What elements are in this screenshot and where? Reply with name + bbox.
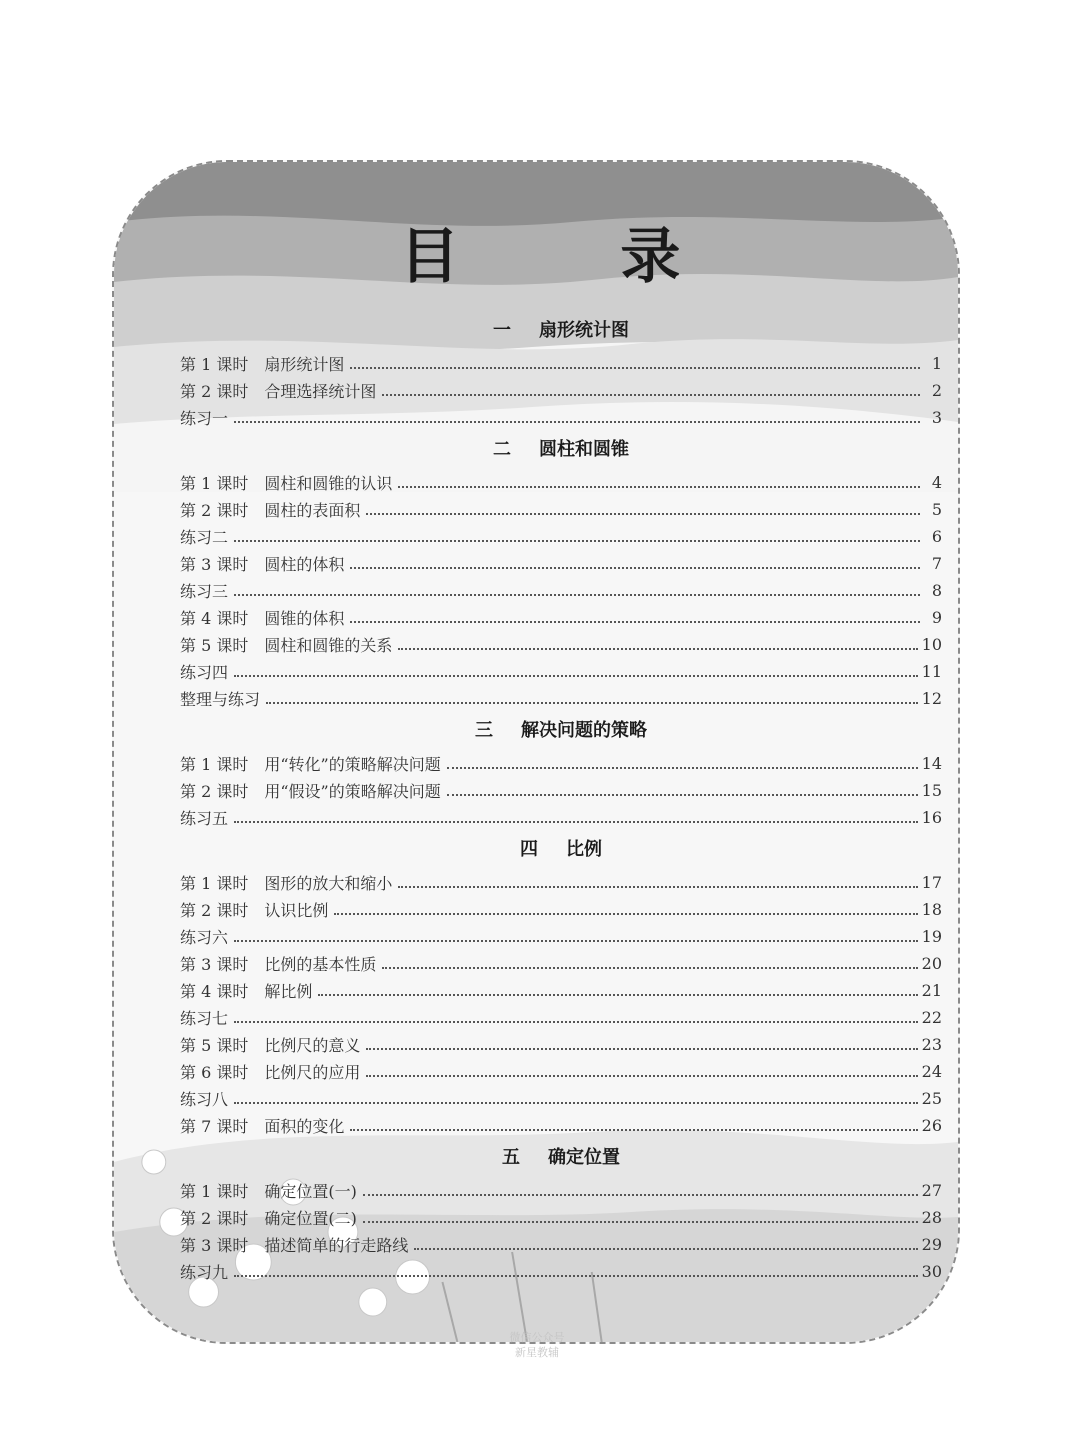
toc-entry[interactable] bbox=[180, 1058, 942, 1085]
toc-entry[interactable] bbox=[180, 404, 942, 431]
toc-entry[interactable] bbox=[180, 777, 942, 804]
dot-leader bbox=[318, 994, 917, 996]
dot-leader bbox=[234, 821, 918, 823]
toc-entry[interactable] bbox=[180, 1004, 942, 1031]
toc-entry-label: 练习六 bbox=[180, 928, 229, 947]
toc-entry-label: 练习七 bbox=[180, 1009, 229, 1028]
table-of-contents bbox=[180, 312, 942, 1285]
toc-entry-label: 第 5 课时 圆柱和圆锥的关系 bbox=[180, 636, 393, 655]
toc-entry-page: 5 bbox=[931, 500, 942, 519]
toc-entry-label: 练习二 bbox=[180, 528, 229, 547]
watermark-line-2: 新星教辅 bbox=[515, 1346, 559, 1359]
toc-entry-page: 28 bbox=[921, 1208, 942, 1227]
toc-entry-label: 第 3 课时 描述简单的行走路线 bbox=[180, 1236, 409, 1255]
dot-leader bbox=[350, 367, 920, 369]
toc-entry-label: 第 4 课时 圆锥的体积 bbox=[180, 609, 345, 628]
toc-entry-page: 27 bbox=[921, 1181, 942, 1200]
toc-entry-page: 18 bbox=[921, 900, 942, 919]
section-heading bbox=[180, 431, 942, 469]
toc-entry-page: 7 bbox=[931, 554, 942, 573]
section-title: 解决问题的策略 bbox=[521, 720, 647, 741]
toc-entry-label: 第 5 课时 比例尺的意义 bbox=[180, 1036, 361, 1055]
dot-leader bbox=[350, 567, 920, 569]
toc-entry-label: 第 2 课时 确定位置(二) bbox=[180, 1209, 357, 1228]
dot-leader bbox=[366, 1048, 917, 1050]
toc-entry[interactable] bbox=[180, 604, 942, 631]
toc-entry-page: 22 bbox=[921, 1008, 942, 1027]
toc-entry-label: 整理与练习 bbox=[180, 690, 261, 709]
toc-entry[interactable] bbox=[180, 923, 942, 950]
dot-leader bbox=[382, 967, 917, 969]
section-title: 圆柱和圆锥 bbox=[539, 439, 629, 460]
toc-entry-page: 3 bbox=[931, 408, 942, 427]
section-title: 比例 bbox=[566, 839, 602, 860]
section-number: 一 bbox=[493, 320, 511, 341]
toc-entry-label: 练习八 bbox=[180, 1090, 229, 1109]
dot-leader bbox=[234, 1102, 918, 1104]
toc-entry-page: 11 bbox=[921, 662, 942, 681]
dot-leader bbox=[414, 1248, 917, 1250]
dot-leader bbox=[234, 421, 920, 423]
dot-leader bbox=[234, 1021, 918, 1023]
section-heading bbox=[180, 312, 942, 350]
dot-leader bbox=[363, 1221, 918, 1223]
dot-leader bbox=[234, 594, 920, 596]
dot-leader bbox=[382, 394, 920, 396]
dot-leader bbox=[234, 1275, 918, 1277]
dot-leader bbox=[266, 702, 918, 704]
toc-entry[interactable] bbox=[180, 550, 942, 577]
toc-entry-label: 第 3 课时 比例的基本性质 bbox=[180, 955, 377, 974]
dot-leader bbox=[366, 1075, 917, 1077]
toc-entry[interactable] bbox=[180, 804, 942, 831]
toc-entry[interactable] bbox=[180, 1231, 942, 1258]
toc-entry-page: 21 bbox=[921, 981, 942, 1000]
toc-entry-label: 第 2 课时 合理选择统计图 bbox=[180, 382, 377, 401]
toc-entry-label: 练习一 bbox=[180, 409, 229, 428]
toc-entry[interactable] bbox=[180, 658, 942, 685]
toc-entry-label: 第 6 课时 比例尺的应用 bbox=[180, 1063, 361, 1082]
toc-entry-label: 第 1 课时 圆柱和圆锥的认识 bbox=[180, 474, 393, 493]
toc-entry[interactable] bbox=[180, 896, 942, 923]
section-number: 二 bbox=[493, 439, 511, 460]
dot-leader bbox=[234, 675, 918, 677]
dot-leader bbox=[447, 794, 918, 796]
dot-leader bbox=[366, 513, 920, 515]
toc-entry-page: 29 bbox=[921, 1235, 942, 1254]
dot-leader bbox=[234, 540, 920, 542]
toc-entry-label: 练习三 bbox=[180, 582, 229, 601]
section-title: 扇形统计图 bbox=[539, 320, 629, 341]
toc-entry-page: 2 bbox=[931, 381, 942, 400]
toc-entry[interactable] bbox=[180, 1204, 942, 1231]
watermark bbox=[482, 1330, 592, 1378]
toc-entry[interactable] bbox=[180, 977, 942, 1004]
toc-entry[interactable] bbox=[180, 496, 942, 523]
dot-leader bbox=[350, 1129, 917, 1131]
section-heading bbox=[180, 1139, 942, 1177]
toc-entry-label: 练习四 bbox=[180, 663, 229, 682]
toc-entry-label: 第 2 课时 圆柱的表面积 bbox=[180, 501, 361, 520]
dot-leader bbox=[234, 940, 918, 942]
toc-entry-page: 14 bbox=[921, 754, 942, 773]
watermark-line-1: 微信公众号 bbox=[509, 1331, 565, 1344]
toc-entry[interactable] bbox=[180, 1177, 942, 1204]
section-heading bbox=[180, 831, 942, 869]
toc-entry[interactable] bbox=[180, 631, 942, 658]
dot-leader bbox=[398, 648, 917, 650]
toc-entry-label: 第 3 课时 圆柱的体积 bbox=[180, 555, 345, 574]
toc-entry-page: 19 bbox=[921, 927, 942, 946]
toc-entry-page: 8 bbox=[931, 581, 942, 600]
toc-entry[interactable] bbox=[180, 1085, 942, 1112]
toc-entry-page: 9 bbox=[931, 608, 942, 627]
section-heading bbox=[180, 712, 942, 750]
dot-leader bbox=[363, 1194, 918, 1196]
toc-entry-page: 16 bbox=[921, 808, 942, 827]
toc-entry-page: 30 bbox=[921, 1262, 942, 1281]
toc-entry-label: 第 1 课时 用“转化”的策略解决问题 bbox=[180, 755, 441, 774]
toc-entry[interactable] bbox=[180, 377, 942, 404]
toc-entry-page: 25 bbox=[921, 1089, 942, 1108]
toc-entry[interactable] bbox=[180, 350, 942, 377]
toc-entry-label: 练习五 bbox=[180, 809, 229, 828]
toc-entry-page: 26 bbox=[921, 1116, 942, 1135]
section-number: 五 bbox=[502, 1147, 520, 1168]
toc-entry-label: 第 2 课时 用“假设”的策略解决问题 bbox=[180, 782, 441, 801]
toc-entry-label: 第 1 课时 图形的放大和缩小 bbox=[180, 874, 393, 893]
toc-entry[interactable] bbox=[180, 685, 942, 712]
toc-entry-page: 15 bbox=[921, 781, 942, 800]
dot-leader bbox=[398, 486, 920, 488]
toc-entry-label: 第 1 课时 扇形统计图 bbox=[180, 355, 345, 374]
dot-leader bbox=[447, 767, 918, 769]
toc-entry[interactable] bbox=[180, 750, 942, 777]
dot-leader bbox=[350, 621, 920, 623]
page-title: 目 录 bbox=[399, 222, 751, 292]
section-number: 三 bbox=[475, 720, 493, 741]
toc-entry-page: 6 bbox=[931, 527, 942, 546]
toc-entry[interactable] bbox=[180, 523, 942, 550]
toc-entry-label: 第 1 课时 确定位置(一) bbox=[180, 1182, 357, 1201]
toc-entry-label: 第 4 课时 解比例 bbox=[180, 982, 313, 1001]
toc-entry[interactable] bbox=[180, 469, 942, 496]
toc-entry-label: 第 2 课时 认识比例 bbox=[180, 901, 329, 920]
toc-entry-page: 1 bbox=[931, 354, 942, 373]
toc-entry[interactable] bbox=[180, 1258, 942, 1285]
toc-entry[interactable] bbox=[180, 577, 942, 604]
toc-entry[interactable] bbox=[180, 950, 942, 977]
toc-entry[interactable] bbox=[180, 1031, 942, 1058]
dot-leader bbox=[398, 886, 917, 888]
section-number: 四 bbox=[520, 839, 538, 860]
section-title: 确定位置 bbox=[548, 1147, 620, 1168]
toc-entry[interactable] bbox=[180, 1112, 942, 1139]
toc-entry-label: 练习九 bbox=[180, 1263, 229, 1282]
toc-entry-page: 4 bbox=[931, 473, 942, 492]
dot-leader bbox=[334, 913, 917, 915]
toc-entry-page: 12 bbox=[921, 689, 942, 708]
toc-entry-label: 第 7 课时 面积的变化 bbox=[180, 1117, 345, 1136]
toc-entry[interactable] bbox=[180, 869, 942, 896]
toc-entry-page: 24 bbox=[921, 1062, 942, 1081]
toc-entry-page: 10 bbox=[921, 635, 942, 654]
toc-entry-page: 17 bbox=[921, 873, 942, 892]
toc-entry-page: 23 bbox=[921, 1035, 942, 1054]
toc-entry-page: 20 bbox=[921, 954, 942, 973]
